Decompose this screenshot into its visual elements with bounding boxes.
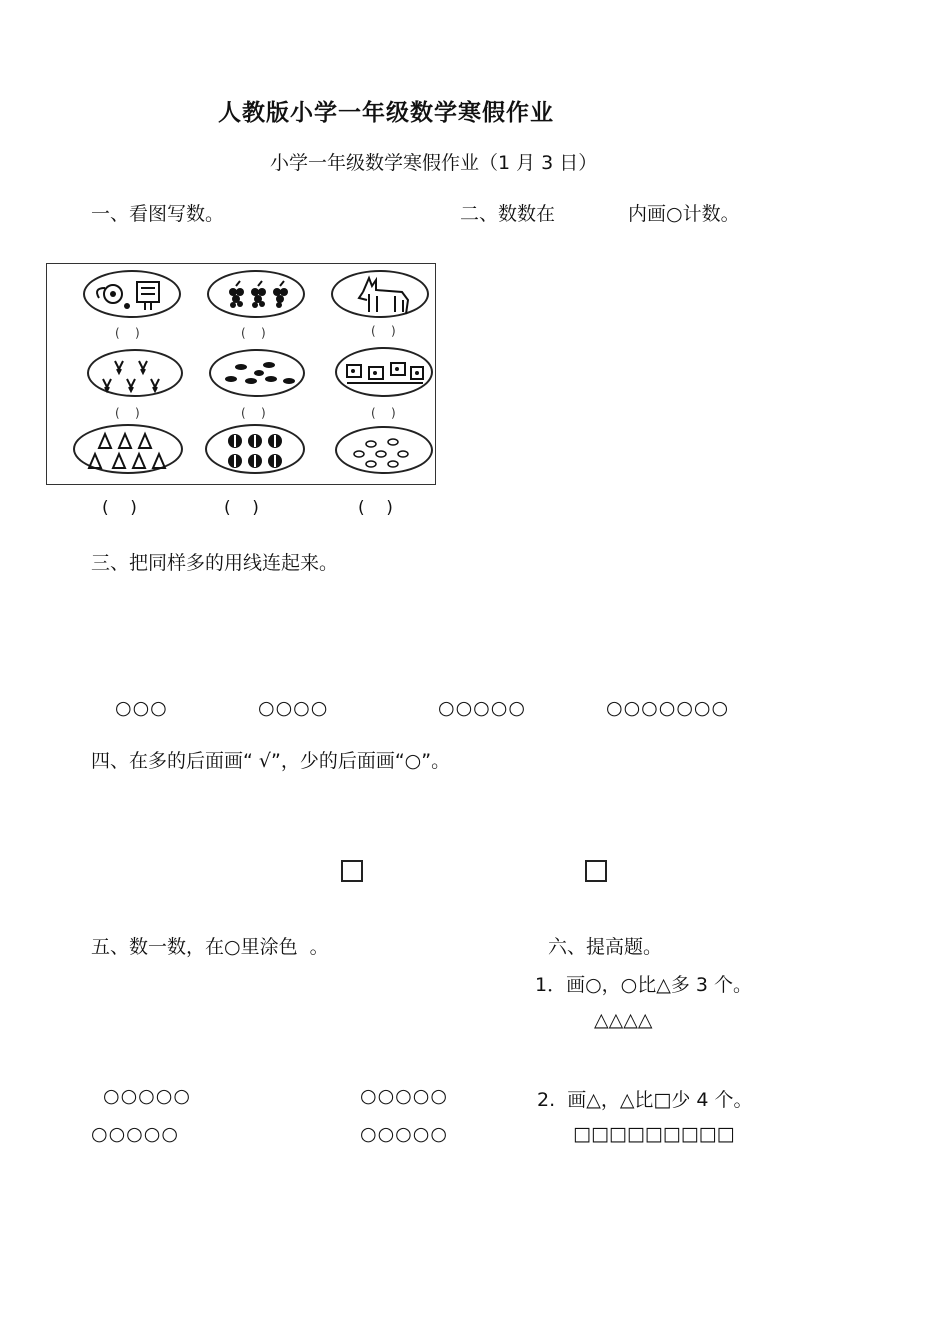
checkbox-square-icon[interactable] — [585, 860, 607, 882]
oval-answer-4[interactable]: ( ) — [115, 406, 140, 420]
circle-group-1: ○○○ — [115, 697, 168, 719]
color-circles-row-2-right[interactable]: ○○○○○ — [360, 1123, 448, 1145]
answer-paren-1[interactable]: ( ) — [102, 498, 137, 518]
q6-item-2: 2. 画△，△比□少 4 个。 — [537, 1089, 753, 1111]
q5-heading: 五、数一数，在○里涂色 。 — [91, 936, 329, 958]
bird-icon — [87, 349, 183, 397]
ball-icon — [205, 424, 305, 474]
grapes-icon — [207, 270, 305, 318]
circle-group-4: ○○○○○○○ — [606, 697, 730, 719]
oval-answer-1[interactable]: ( ) — [115, 326, 140, 340]
checkbox-square-icon[interactable] — [341, 860, 363, 882]
q2-heading-left: 二、数数在 — [460, 203, 556, 225]
page-subtitle: 小学一年级数学寒假作业（1 月 3 日） — [270, 152, 598, 174]
q4-heading: 四、在多的后面画“ √”，少的后面画“○”。 — [91, 750, 451, 772]
page-title: 人教版小学一年级数学寒假作业 — [218, 100, 554, 126]
oval-answer-2[interactable]: ( ) — [241, 326, 266, 340]
fish-icon — [209, 349, 305, 397]
circle-group-2: ○○○○ — [258, 697, 329, 719]
oval-answer-5[interactable]: ( ) — [241, 406, 266, 420]
q1-heading: 一、看图写数。 — [91, 203, 225, 225]
answer-paren-2[interactable]: ( ) — [224, 498, 259, 518]
flower-icon — [83, 270, 181, 318]
q3-heading: 三、把同样多的用线连起来。 — [91, 552, 339, 574]
bell-icon — [73, 424, 183, 474]
leaf-icon — [335, 426, 433, 474]
square-row: □□□□□□□□□ — [573, 1123, 735, 1145]
answer-paren-3[interactable]: ( ) — [358, 498, 393, 518]
color-circles-row-1-left[interactable]: ○○○○○ — [103, 1085, 191, 1107]
circle-group-3: ○○○○○ — [438, 697, 526, 719]
q6-heading: 六、提高题。 — [548, 936, 663, 958]
oval-answer-6[interactable]: ( ) — [371, 406, 396, 420]
donkey-icon — [331, 270, 429, 318]
duck-icon — [335, 347, 433, 397]
q2-heading-right: 内画○计数。 — [628, 203, 740, 225]
color-circles-row-1-right[interactable]: ○○○○○ — [360, 1085, 448, 1107]
color-circles-row-2-left[interactable]: ○○○○○ — [91, 1123, 179, 1145]
q6-item-1: 1．画○，○比△多 3 个。 — [535, 974, 753, 996]
oval-answer-3[interactable]: ( ) — [371, 324, 396, 338]
triangle-row: △△△△ — [594, 1009, 653, 1031]
counting-picture-box — [46, 263, 436, 485]
